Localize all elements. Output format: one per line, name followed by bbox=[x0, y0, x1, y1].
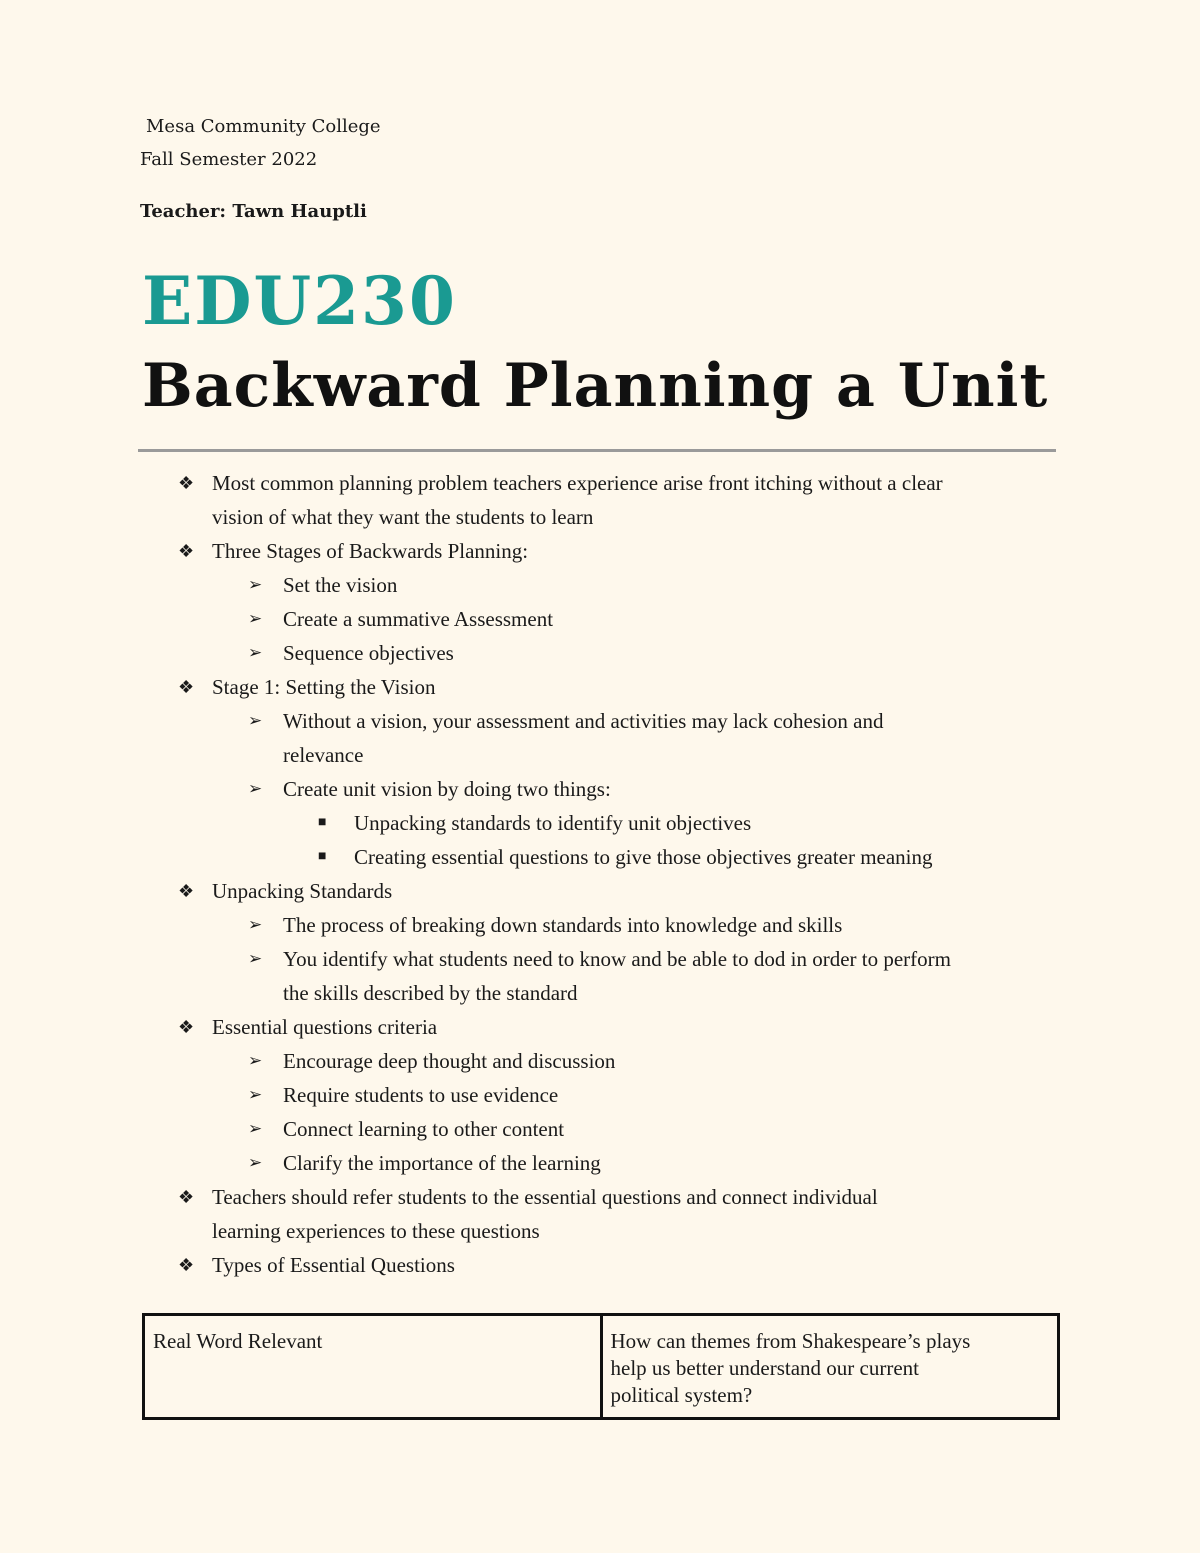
outline-item-level-0 bbox=[0, 534, 1200, 568]
outline-item-text: Connect learning to other content bbox=[283, 1117, 565, 1141]
outline-item-level-0 bbox=[0, 670, 1200, 704]
outline-item-text: Clarify the importance of the learning bbox=[283, 1151, 601, 1175]
outline-item-text: Without a vision, your assessment and activities may lack cohesion and bbox=[283, 709, 884, 733]
outline-item-level-0 bbox=[0, 874, 1200, 908]
outline-item-continuation bbox=[0, 738, 1200, 772]
diamond-bullet-icon: ❖ bbox=[178, 881, 195, 901]
outline-item-level-1 bbox=[0, 568, 1200, 602]
diamond-bullet-icon: ❖ bbox=[178, 677, 195, 697]
arrow-bullet-icon: ➢ bbox=[248, 779, 263, 798]
outline-item-text: vision of what they want the students to learn bbox=[212, 505, 594, 529]
outline-item-level-1 bbox=[0, 1112, 1200, 1146]
outline-item-continuation bbox=[0, 500, 1200, 534]
outline-item-level-1 bbox=[0, 1044, 1200, 1078]
diamond-bullet-icon: ❖ bbox=[178, 1017, 195, 1037]
title-divider bbox=[138, 449, 1056, 452]
outline-item-text: Create a summative Assessment bbox=[283, 607, 554, 631]
outline-item-text: Unpacking standards to identify unit objectives bbox=[354, 811, 752, 835]
arrow-bullet-icon: ➢ bbox=[248, 643, 263, 662]
outline-item-text: Types of Essential Questions bbox=[212, 1253, 455, 1277]
outline-item-level-1 bbox=[0, 1078, 1200, 1112]
question-type-cell: Real Word Relevant bbox=[144, 1315, 602, 1419]
outline-item-text: Most common planning problem teachers experience arise front itching without a clear bbox=[212, 471, 943, 495]
outline-item-text: Stage 1: Setting the Vision bbox=[212, 675, 436, 699]
notes-outline bbox=[0, 466, 1200, 1282]
outline-item-continuation bbox=[0, 976, 1200, 1010]
outline-item-text: Encourage deep thought and discussion bbox=[283, 1049, 616, 1073]
outline-item-text: Require students to use evidence bbox=[283, 1083, 559, 1107]
arrow-bullet-icon: ➢ bbox=[248, 1085, 263, 1104]
diamond-bullet-icon: ❖ bbox=[178, 1187, 195, 1207]
diamond-bullet-icon: ❖ bbox=[178, 473, 195, 493]
outline-item-level-1 bbox=[0, 942, 1200, 976]
arrow-bullet-icon: ➢ bbox=[248, 949, 263, 968]
arrow-bullet-icon: ➢ bbox=[248, 1153, 263, 1172]
teacher-name: Teacher: Tawn Hauptli bbox=[140, 201, 367, 222]
square-bullet-icon: ■ bbox=[318, 849, 327, 864]
example-question-cell bbox=[601, 1315, 1059, 1419]
arrow-bullet-icon: ➢ bbox=[248, 609, 263, 628]
document-title: Backward Planning a Unit bbox=[142, 351, 1049, 421]
semester: Fall Semester 2022 bbox=[140, 149, 318, 170]
outline-item-level-1 bbox=[0, 772, 1200, 806]
outline-item-text: Three Stages of Backwards Planning: bbox=[212, 539, 529, 563]
essential-questions-table bbox=[142, 1313, 1060, 1420]
outline-item-level-1 bbox=[0, 636, 1200, 670]
outline-item-text: The process of breaking down standards into knowledge and skills bbox=[283, 913, 843, 937]
example-question-line: political system? bbox=[610, 1383, 753, 1407]
outline-item-text: Creating essential questions to give those objectives greater meaning bbox=[354, 845, 933, 869]
diamond-bullet-icon: ❖ bbox=[178, 1255, 195, 1275]
example-question-line: help us better understand our current bbox=[610, 1356, 919, 1380]
arrow-bullet-icon: ➢ bbox=[248, 575, 263, 594]
outline-item-level-0 bbox=[0, 1180, 1200, 1214]
outline-item-text: relevance bbox=[283, 743, 364, 767]
outline-item-level-1 bbox=[0, 1146, 1200, 1180]
outline-item-level-0 bbox=[0, 466, 1200, 500]
outline-item-text: Create unit vision by doing two things: bbox=[283, 777, 611, 801]
outline-item-text: You identify what students need to know and be able to dod in order to perform bbox=[283, 947, 951, 971]
outline-item-level-0 bbox=[0, 1248, 1200, 1282]
outline-item-text: learning experiences to these questions bbox=[212, 1219, 540, 1243]
arrow-bullet-icon: ➢ bbox=[248, 1051, 263, 1070]
outline-item-text: Essential questions criteria bbox=[212, 1015, 438, 1039]
outline-item-level-0 bbox=[0, 1010, 1200, 1044]
outline-item-text: Teachers should refer students to the essential questions and connect individual bbox=[212, 1185, 878, 1209]
outline-item-level-2 bbox=[0, 840, 1200, 874]
outline-item-level-2 bbox=[0, 806, 1200, 840]
square-bullet-icon: ■ bbox=[318, 815, 327, 830]
outline-item-level-1 bbox=[0, 602, 1200, 636]
arrow-bullet-icon: ➢ bbox=[248, 711, 263, 730]
college-name: Mesa Community College bbox=[146, 116, 381, 137]
example-question-line: How can themes from Shakespeare’s plays bbox=[610, 1329, 971, 1353]
outline-item-text: Unpacking Standards bbox=[212, 879, 393, 903]
course-code: EDU230 bbox=[142, 262, 457, 340]
diamond-bullet-icon: ❖ bbox=[178, 541, 195, 561]
table-row bbox=[144, 1315, 1059, 1419]
outline-item-continuation bbox=[0, 1214, 1200, 1248]
outline-item-text: Set the vision bbox=[283, 573, 398, 597]
outline-item-text: Sequence objectives bbox=[283, 641, 454, 665]
outline-item-level-1 bbox=[0, 908, 1200, 942]
outline-item-text: the skills described by the standard bbox=[283, 981, 578, 1005]
outline-item-level-1 bbox=[0, 704, 1200, 738]
arrow-bullet-icon: ➢ bbox=[248, 915, 263, 934]
arrow-bullet-icon: ➢ bbox=[248, 1119, 263, 1138]
